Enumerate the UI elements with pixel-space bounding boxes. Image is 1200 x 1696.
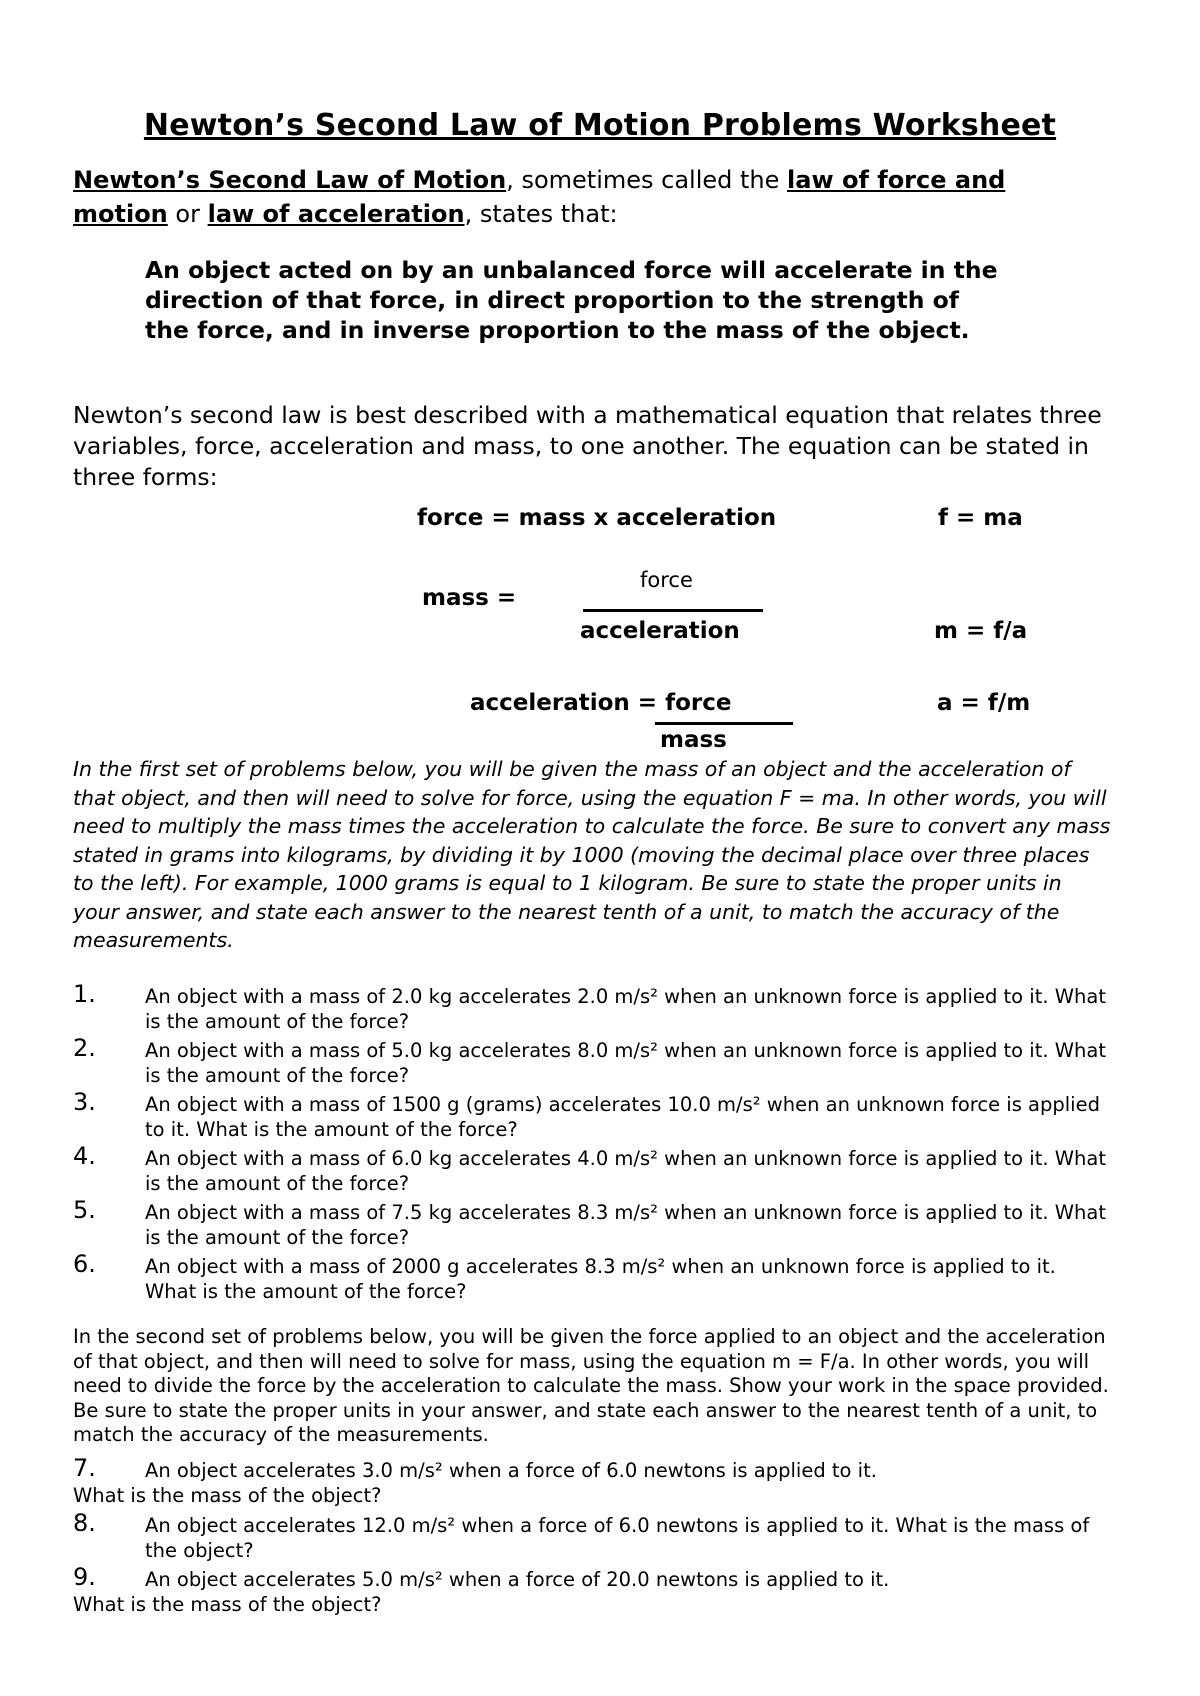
problem-item bbox=[73, 1509, 1113, 1563]
problem-text: An object with a mass of 2.0 kg accelerates 2.0 m/s² when an unknown force is applied to it. What is the amount of the force? bbox=[145, 985, 1106, 1033]
term-force-and-motion: law of force and motion bbox=[73, 166, 1006, 228]
term-acceleration: law of acceleration bbox=[207, 200, 465, 228]
problem-number: 2. bbox=[73, 1034, 96, 1062]
problem-item bbox=[73, 1142, 1113, 1196]
problem-text: An object accelerates 3.0 m/s² when a force of 6.0 newtons is applied to it. bbox=[145, 1459, 877, 1482]
equation-mass-denominator: acceleration bbox=[580, 618, 740, 644]
problem-text: An object accelerates 5.0 m/s² when a force of 20.0 newtons is applied to it. bbox=[145, 1568, 890, 1591]
problem-item bbox=[73, 980, 1113, 1034]
problem-text: An object with a mass of 6.0 kg accelerates 4.0 m/s² when an unknown force is applied to it. What is the amount of the force? bbox=[145, 1147, 1106, 1195]
problem-item bbox=[73, 1196, 1113, 1250]
intro-paragraph bbox=[73, 163, 1103, 231]
fraction-bar-acceleration bbox=[655, 722, 793, 725]
intro-text-2: or bbox=[167, 200, 208, 228]
equation-acceleration-long: acceleration = force bbox=[470, 690, 732, 716]
problem-number: 7. bbox=[73, 1454, 96, 1482]
problem-number: 5. bbox=[73, 1196, 96, 1224]
problem-question: What is the mass of the object? bbox=[73, 1483, 382, 1507]
force-instructions: In the first set of problems below, you will be given the mass of an object and the acceleration of that object, and then will need to solve for force, using the equation F = ma. In other words, you will need to multiply the mass times the acceleration to calculate the force. Be sure to convert any mass stated in grams into kilograms, by dividing it by 1000 (moving the decimal place over three places to the left). For example, 1000 grams is equal to 1 kilogram. Be sure to state the proper units in your answer, and state each answer to the nearest tenth of a unit, to match the accuracy of the measurements. bbox=[73, 757, 1111, 952]
page-title: Newton’s Second Law of Motion Problems Worksheet bbox=[143, 108, 1057, 143]
equation-mass-short: m = f/a bbox=[934, 618, 1028, 644]
problem-text: An object with a mass of 7.5 kg accelerates 8.3 m/s² when an unknown force is applied to it. What is the amount of the force? bbox=[145, 1201, 1106, 1249]
problem-item bbox=[73, 1454, 1113, 1508]
equation-mass-label: mass = bbox=[422, 585, 517, 611]
problem-number: 6. bbox=[73, 1250, 96, 1278]
problem-text: An object accelerates 12.0 m/s² when a force of 6.0 newtons is applied to it. What is the mass of the object? bbox=[145, 1514, 1090, 1562]
term-second-law: Newton’s Second Law of Motion bbox=[73, 166, 507, 194]
problem-number: 1. bbox=[73, 980, 96, 1008]
problem-number: 4. bbox=[73, 1142, 96, 1170]
intro-text-3: , states that: bbox=[464, 200, 618, 228]
problem-text: An object with a mass of 5.0 kg accelerates 8.0 m/s² when an unknown force is applied to it. What is the amount of the force? bbox=[145, 1039, 1106, 1087]
description-paragraph: Newton’s second law is best described with a mathematical equation that relates three variables, force, acceleration and mass, to one another. The equation can be stated in three forms: bbox=[73, 401, 1102, 491]
problem-question: What is the mass of the object? bbox=[73, 1592, 382, 1616]
equation-acceleration-short: a = f/m bbox=[937, 690, 1031, 716]
equation-force-long: force = mass x acceleration bbox=[417, 505, 777, 531]
problem-text: An object with a mass of 1500 g (grams) accelerates 10.0 m/s² when an unknown force is applied to it. What is the amount of the force? bbox=[145, 1093, 1100, 1141]
problem-item bbox=[73, 1563, 1113, 1617]
fraction-bar-mass bbox=[583, 609, 763, 612]
problem-item bbox=[73, 1250, 1113, 1304]
law-statement: An object acted on by an unbalanced force will accelerate in the direction of that force, in direct proportion to the strength of the force, and in inverse proportion to the mass of the object. bbox=[145, 256, 998, 344]
problem-number: 3. bbox=[73, 1088, 96, 1116]
equation-acceleration-denominator: mass bbox=[660, 727, 727, 753]
problem-number: 8. bbox=[73, 1509, 96, 1537]
equation-mass-numerator: force bbox=[640, 568, 693, 592]
problem-text: An object with a mass of 2000 g accelerates 8.3 m/s² when an unknown force is applied to it. What is the amount of the force? bbox=[145, 1255, 1056, 1303]
equation-force-short: f = ma bbox=[938, 505, 1023, 531]
problem-number: 9. bbox=[73, 1563, 96, 1591]
mass-instructions: In the second set of problems below, you will be given the force applied to an object and the acceleration of that object, and then will need to solve for mass, using the equation m = F/a. In other words, you will need to divide the force by the acceleration to calculate the mass. Show your work in the space provided. Be sure to state the proper units in your answer, and state each answer to the nearest tenth of a unit, to match the accuracy of the measurements. bbox=[73, 1325, 1109, 1446]
intro-text-1: , sometimes called the bbox=[506, 166, 788, 194]
problem-item bbox=[73, 1034, 1113, 1088]
problem-item bbox=[73, 1088, 1113, 1142]
